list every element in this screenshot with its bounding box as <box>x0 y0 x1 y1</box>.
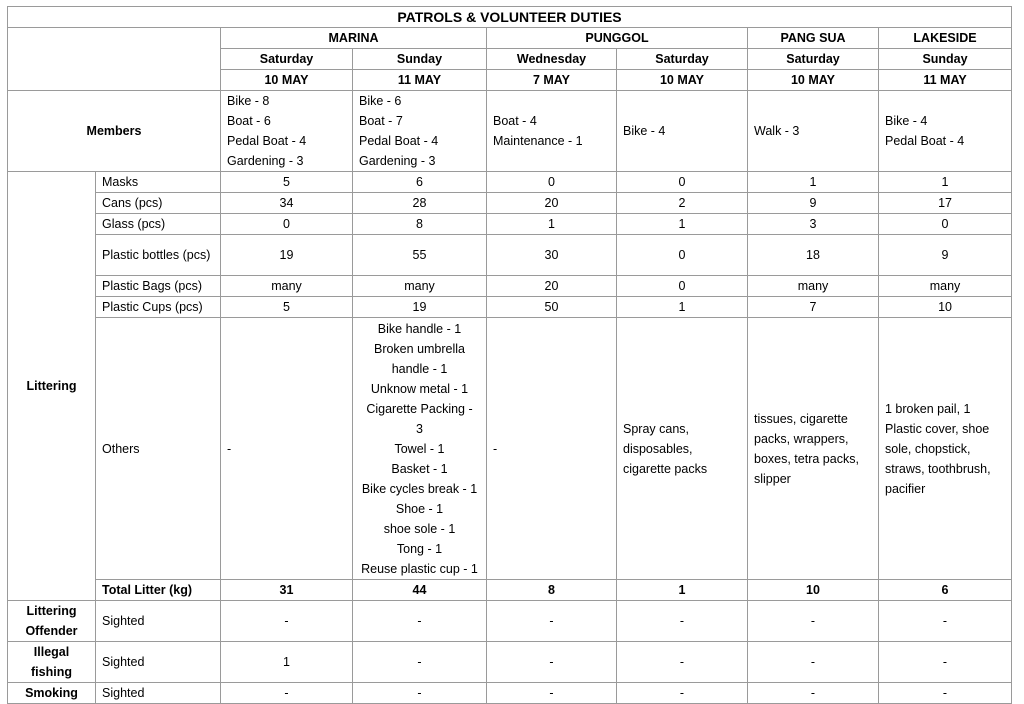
sighted-value: - <box>879 683 1012 704</box>
location-header: PANG SUA <box>748 28 879 49</box>
total-value: 6 <box>879 580 1012 601</box>
litter-value: 50 <box>487 297 617 318</box>
date-header: 10 MAY <box>617 70 748 91</box>
litter-value: many <box>221 276 353 297</box>
total-value: 8 <box>487 580 617 601</box>
litter-value: many <box>879 276 1012 297</box>
total-value: 31 <box>221 580 353 601</box>
litter-value: 5 <box>221 172 353 193</box>
litter-value: 55 <box>353 235 487 276</box>
sighted-value: - <box>748 601 879 642</box>
litter-value: 8 <box>353 214 487 235</box>
members-cell: Bike - 8 Boat - 6 Pedal Boat - 4 Gardening - 3 <box>221 91 353 172</box>
litter-value: 9 <box>879 235 1012 276</box>
category-label: Littering Offender <box>8 601 96 642</box>
litter-row-label: Plastic bottles (pcs) <box>96 235 221 276</box>
litter-value: 18 <box>748 235 879 276</box>
day-header: Saturday <box>617 49 748 70</box>
members-cell: Bike - 4 Pedal Boat - 4 <box>879 91 1012 172</box>
litter-value: many <box>353 276 487 297</box>
day-header: Sunday <box>879 49 1012 70</box>
others-cell: Spray cans, disposables, cigarette packs <box>617 318 748 580</box>
sighted-value: - <box>221 601 353 642</box>
litter-value: 20 <box>487 193 617 214</box>
others-cell: 1 broken pail, 1 Plastic cover, shoe sole, chopstick, straws, toothbrush, pacifier <box>879 318 1012 580</box>
date-header: 11 MAY <box>879 70 1012 91</box>
litter-value: 1 <box>617 214 748 235</box>
litter-value: 5 <box>221 297 353 318</box>
sighted-value: - <box>748 642 879 683</box>
litter-row-label: Cans (pcs) <box>96 193 221 214</box>
litter-value: 3 <box>748 214 879 235</box>
litter-value: 9 <box>748 193 879 214</box>
litter-value: 6 <box>353 172 487 193</box>
members-cell: Boat - 4 Maintenance - 1 <box>487 91 617 172</box>
sighted-label: Sighted <box>96 601 221 642</box>
litter-value: 10 <box>879 297 1012 318</box>
location-header: LAKESIDE <box>879 28 1012 49</box>
members-label: Members <box>8 91 221 172</box>
sighted-value: - <box>617 683 748 704</box>
others-cell: Bike handle - 1 Broken umbrella handle - 1 Unknow metal - 1 Cigarette Packing - 3 Towel - 1 Basket - 1 Bike cycles break - 1 Shoe - 1 shoe sole - 1 Tong - 1 Reuse plastic cup - 1 <box>353 318 487 580</box>
sighted-value: - <box>487 683 617 704</box>
location-header: PUNGGOL <box>487 28 748 49</box>
patrols-table <box>7 6 1012 704</box>
sighted-value: - <box>353 683 487 704</box>
day-header: Saturday <box>221 49 353 70</box>
litter-value: 17 <box>879 193 1012 214</box>
sighted-value: - <box>353 642 487 683</box>
litter-value: 20 <box>487 276 617 297</box>
litter-value: 30 <box>487 235 617 276</box>
day-header: Saturday <box>748 49 879 70</box>
litter-value: 19 <box>353 297 487 318</box>
sighted-value: - <box>879 642 1012 683</box>
litter-value: 34 <box>221 193 353 214</box>
litter-value: 19 <box>221 235 353 276</box>
litter-value: 28 <box>353 193 487 214</box>
litter-value: 1 <box>748 172 879 193</box>
litter-row-label: Plastic Cups (pcs) <box>96 297 221 318</box>
litter-row-label: Masks <box>96 172 221 193</box>
sighted-value: 1 <box>221 642 353 683</box>
date-header: 7 MAY <box>487 70 617 91</box>
day-header: Wednesday <box>487 49 617 70</box>
sighted-value: - <box>221 683 353 704</box>
others-cell: tissues, cigarette packs, wrappers, boxes, tetra packs, slipper <box>748 318 879 580</box>
date-header: 10 MAY <box>748 70 879 91</box>
litter-value: 2 <box>617 193 748 214</box>
sighted-value: - <box>617 642 748 683</box>
others-label: Others <box>96 318 221 580</box>
litter-value: 0 <box>617 235 748 276</box>
table-title: PATROLS & VOLUNTEER DUTIES <box>8 7 1012 28</box>
sighted-value: - <box>487 601 617 642</box>
litter-value: 7 <box>748 297 879 318</box>
sighted-value: - <box>487 642 617 683</box>
litter-value: 0 <box>879 214 1012 235</box>
litter-value: 0 <box>617 172 748 193</box>
others-cell: - <box>487 318 617 580</box>
total-value: 10 <box>748 580 879 601</box>
sighted-value: - <box>879 601 1012 642</box>
litter-value: 1 <box>487 214 617 235</box>
location-header: MARINA <box>221 28 487 49</box>
litter-value: 1 <box>617 297 748 318</box>
sighted-value: - <box>748 683 879 704</box>
litter-value: many <box>748 276 879 297</box>
sighted-label: Sighted <box>96 683 221 704</box>
date-header: 11 MAY <box>353 70 487 91</box>
category-label: Smoking <box>8 683 96 704</box>
others-cell: - <box>221 318 353 580</box>
sighted-label: Sighted <box>96 642 221 683</box>
littering-label: Littering <box>8 172 96 601</box>
litter-value: 0 <box>221 214 353 235</box>
sighted-value: - <box>353 601 487 642</box>
sighted-value: - <box>617 601 748 642</box>
corner-cell <box>8 28 221 91</box>
members-cell: Bike - 6 Boat - 7 Pedal Boat - 4 Gardening - 3 <box>353 91 487 172</box>
day-header: Sunday <box>353 49 487 70</box>
litter-value: 1 <box>879 172 1012 193</box>
total-value: 44 <box>353 580 487 601</box>
date-header: 10 MAY <box>221 70 353 91</box>
litter-row-label: Glass (pcs) <box>96 214 221 235</box>
total-label: Total Litter (kg) <box>96 580 221 601</box>
members-cell: Bike - 4 <box>617 91 748 172</box>
total-value: 1 <box>617 580 748 601</box>
category-label: Illegal fishing <box>8 642 96 683</box>
litter-value: 0 <box>617 276 748 297</box>
litter-value: 0 <box>487 172 617 193</box>
litter-row-label: Plastic Bags (pcs) <box>96 276 221 297</box>
members-cell: Walk - 3 <box>748 91 879 172</box>
